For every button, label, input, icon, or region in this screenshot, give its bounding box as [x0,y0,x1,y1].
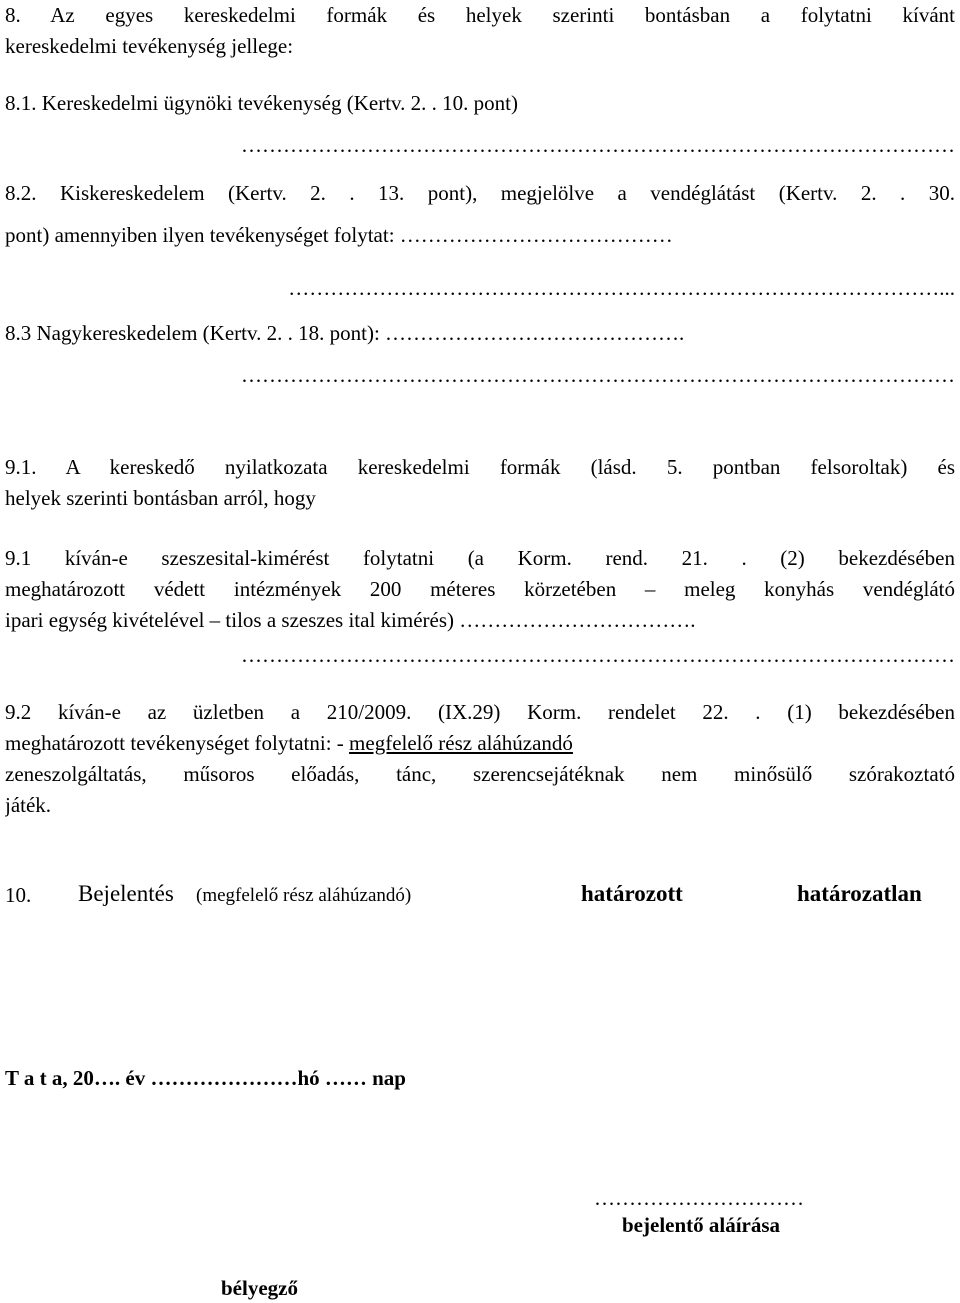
signature-dotted-line: ………………………… [594,1186,804,1210]
section8-heading-line1: 8. Az egyes kereskedelmi formák és helyek szerinti bontásban a folytatni kívánt [5,3,955,27]
dotted-fill-line: ………………………………………………………………………………………… [241,133,955,157]
section10-note: (megfelelő rész aláhúzandó) [196,885,412,906]
dotted-fill-line: …………………………………………………………………………………... [288,276,955,300]
item-9-2-line3: zeneszolgáltatás, műsoros előadás, tánc, szerencsejátéknak nem minősülő szórakoztató [5,762,955,786]
underline-instruction: megfelelő rész aláhúzandó [349,731,573,755]
item-9-2-line2-text: meghatározott tevékenységet folytatni: - [5,731,350,755]
signature-label: bejelentő aláírása [622,1213,781,1237]
item-9-2-line4: játék. [5,793,52,817]
item-9-2-line1: 9.2 kíván-e az üzletben a 210/2009. (IX.29) Korm. rendelet 22. . (1) bekezdésében [5,700,955,724]
item-9-1-line2: helyek szerinti bontásban arról, hogy [5,486,316,510]
item-9-1b-line1: 9.1 kíván-e szeszesital-kimérést folytatni (a Korm. rend. 21. . (2) bekezdésében [5,546,955,570]
item-8-2-line2: pont) amennyiben ilyen tevékenységet folytat: ………………………………… [5,223,673,247]
option-hatarozatlan[interactable]: határozatlan [797,881,922,906]
item-9-2-line2 [5,728,955,758]
section10-number: 10. [5,883,32,907]
item-9-1-line1: 9.1. A kereskedő nyilatkozata kereskedelmi formák (lásd. 5. pontban felsoroltak) és [5,455,955,479]
option-hatarozott[interactable]: határozott [581,881,683,906]
dotted-fill-line: ………………………………………………………………………………………… [241,363,955,387]
item-8-1: 8.1. Kereskedelmi ügynöki tevékenység (Kertv. 2. . 10. pont) [5,91,519,115]
stamp-label: bélyegző [221,1276,298,1300]
item-8-2-line1: 8.2. Kiskereskedelem (Kertv. 2. . 13. pont), megjelölve a vendéglátást (Kertv. 2. . 30. [5,181,955,205]
section10-title: Bejelentés [78,881,174,906]
item-9-1b-line3: ipari egység kivételével – tilos a szeszes ital kimérés) ……………………………. [5,608,696,632]
date-line: T a t a, 20…. év …………………hó …… nap [5,1066,406,1090]
dotted-fill-line: ………………………………………………………………………………………… [241,643,955,667]
item-9-1b-line2: meghatározott védett intézmények 200 méteres körzetében – meleg konyhás vendéglátó [5,577,955,601]
item-8-3: 8.3 Nagykereskedelem (Kertv. 2. . 18. pont): ……………………………………. [5,321,685,345]
section8-heading-line2: kereskedelmi tevékenység jellege: [5,34,294,58]
